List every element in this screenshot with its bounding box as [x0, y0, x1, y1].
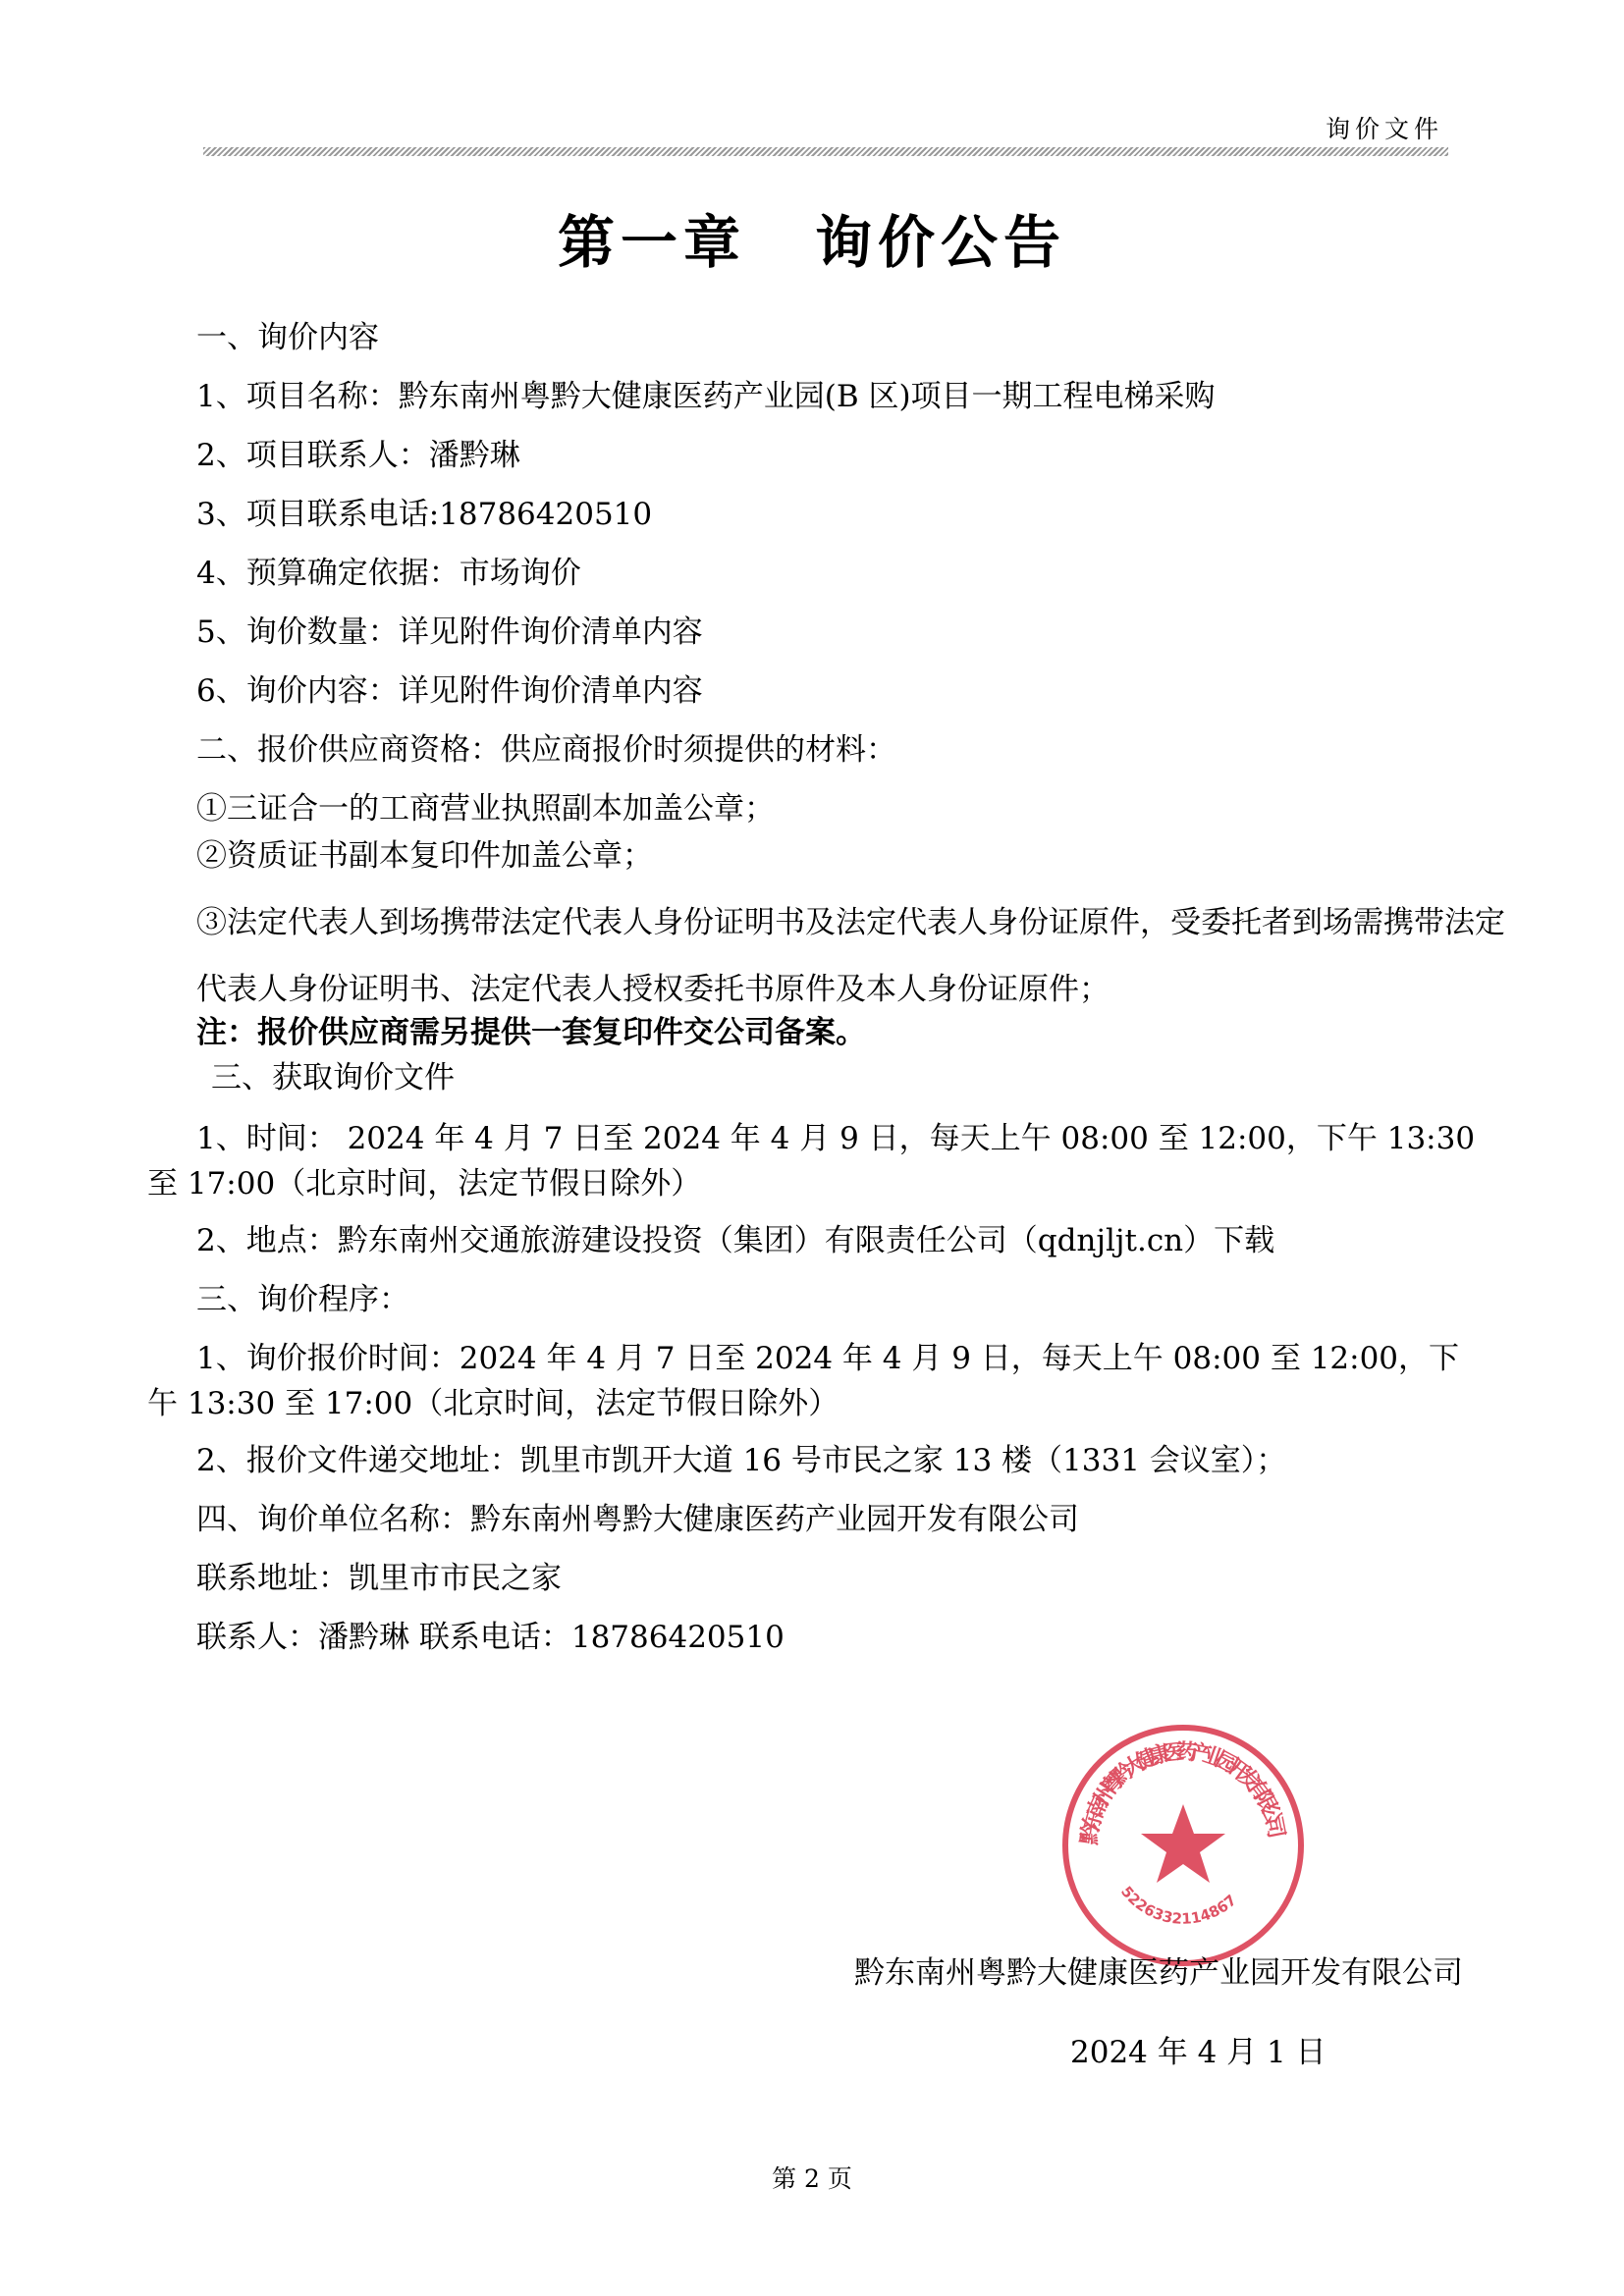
header-label: 询价文件 [1325, 115, 1443, 143]
signing-date: 2024 年 4 月 1 日 [1070, 2035, 1326, 2070]
obtain-time-cont: 至 17:00（北京时间，法定节假日除外） [147, 1166, 702, 1201]
section-heading-obtain-documents: 三、获取询价文件 [211, 1060, 455, 1095]
seal-star-icon [1141, 1804, 1225, 1883]
project-name: 1、项目名称：黔东南州粤黔大健康医药产业园(B 区)项目一期工程电梯采购 [196, 379, 1216, 414]
requirement-certificate: ②资质证书副本复印件加盖公章； [196, 838, 653, 874]
contact-address: 联系地址：凯里市市民之家 [196, 1561, 562, 1596]
section-heading-qualifications: 二、报价供应商资格：供应商报价时须提供的材料： [196, 732, 896, 768]
section-heading-procedure: 三、询价程序： [196, 1282, 409, 1317]
obtain-location: 2、地点：黔东南州交通旅游建设投资（集团）有限责任公司（qdnjljt.cn）下载 [196, 1223, 1275, 1258]
inquiry-items: 6、询价内容：详见附件询价清单内容 [196, 673, 703, 709]
page-number: 第 2 页 [772, 2164, 852, 2193]
project-contact: 2、项目联系人：潘黔琳 [196, 438, 520, 473]
requirement-license: ①三证合一的工商营业执照副本加盖公章； [196, 791, 775, 827]
quote-time-cont: 午 13:30 至 17:00（北京时间，法定节假日除外） [147, 1386, 839, 1421]
seal-number: 5226332114867 [1117, 1883, 1240, 1928]
requirement-representative-cont: 代表人身份证明书、法定代表人授权委托书原件及本人身份证原件； [196, 972, 1110, 1007]
inquiry-unit-name: 四、询价单位名称：黔东南州粤黔大健康医药产业园开发有限公司 [196, 1502, 1079, 1537]
inquiry-quantity: 5、询价数量：详见附件询价清单内容 [196, 614, 703, 650]
chapter-number: 第一章 [557, 209, 746, 276]
quote-time: 1、询价报价时间：2024 年 4 月 7 日至 2024 年 4 月 9 日，每天上午 08:00 至 12:00，下 [196, 1341, 1460, 1376]
company-seal [1056, 1718, 1311, 1973]
signing-company: 黔东南州粤黔大健康医药产业园开发有限公司 [854, 1955, 1463, 1991]
submission-address: 2、报价文件递交地址：凯里市凯开大道 16 号市民之家 13 楼（1331 会议室）； [196, 1443, 1287, 1478]
header-rule [203, 147, 1448, 156]
budget-basis: 4、预算确定依据：市场询价 [196, 556, 581, 591]
seal-text: 黔东南州粤黔大健康医药产业园开发有限公司 [1076, 1738, 1290, 1846]
chapter-name: 询价公告 [815, 209, 1067, 276]
chapter-title [0, 196, 1624, 279]
section-heading-inquiry-content: 一、询价内容 [196, 320, 379, 355]
requirement-representative: ③法定代表人到场携带法定代表人身份证明书及法定代表人身份证原件，受委托者到场需携带法定 [196, 905, 1505, 940]
obtain-time: 1、时间： 2024 年 4 月 7 日至 2024 年 4 月 9 日，每天上午 08:00 至 12:00，下午 13:30 [196, 1121, 1476, 1156]
note-copies: 注：报价供应商需另提供一套复印件交公司备案。 [196, 1015, 866, 1050]
contact-person-phone: 联系人：潘黔琳 联系电话：18786420510 [196, 1620, 785, 1655]
project-phone: 3、项目联系电话:18786420510 [196, 497, 653, 532]
